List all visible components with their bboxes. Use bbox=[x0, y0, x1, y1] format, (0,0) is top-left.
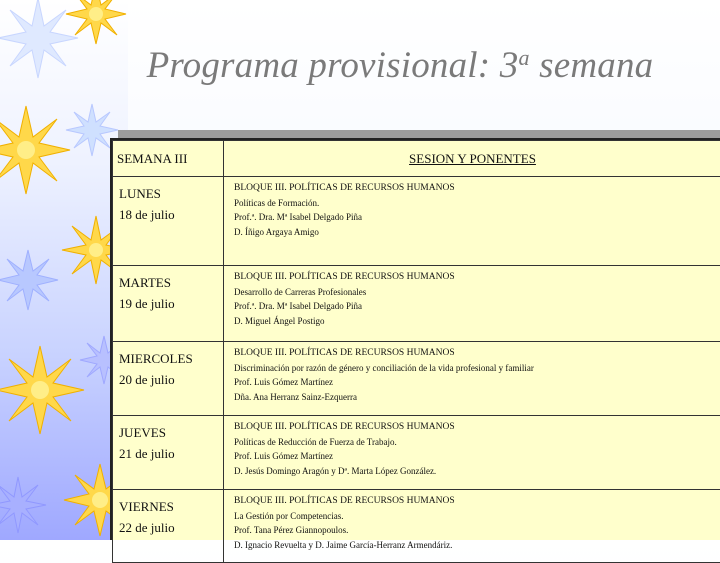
header-week: SEMANA III bbox=[113, 141, 224, 177]
session-line: D. Ignacio Revuelta y D. Jaime García-Herranz Armendáriz. bbox=[234, 538, 720, 553]
session-line: Prof.ª. Dra. Mª Isabel Delgado Piña bbox=[234, 299, 720, 314]
session-line: Prof. Luis Gómez Martínez bbox=[234, 375, 720, 390]
session-block: BLOQUE III. POLÍTICAS DE RECURSOS HUMANOS bbox=[234, 494, 720, 509]
day-date: 18 de julio bbox=[119, 204, 223, 225]
day-cell bbox=[113, 266, 224, 342]
day-cell bbox=[113, 416, 224, 490]
table-row bbox=[113, 266, 720, 342]
session-cell bbox=[224, 266, 720, 342]
session-line: Políticas de Reducción de Fuerza de Trabajo. bbox=[234, 435, 720, 450]
session-line: Dña. Ana Herranz Sainz-Ezquerra bbox=[234, 390, 720, 405]
sun-star-icon bbox=[0, 346, 84, 434]
day-date: 19 de julio bbox=[119, 293, 223, 314]
header-session: SESION Y PONENTES bbox=[224, 141, 720, 177]
session-block: BLOQUE III. POLÍTICAS DE RECURSOS HUMANOS bbox=[234, 346, 720, 361]
session-line: La Gestión por Competencias. bbox=[234, 509, 720, 524]
day-name: LUNES bbox=[119, 183, 223, 204]
session-cell bbox=[224, 416, 720, 490]
slide-title bbox=[0, 44, 720, 87]
session-line: D. Íñigo Argaya Amigo bbox=[234, 225, 720, 240]
session-line: Políticas de Formación. bbox=[234, 196, 720, 211]
table-row bbox=[113, 490, 720, 563]
session-block: BLOQUE III. POLÍTICAS DE RECURSOS HUMANOS bbox=[234, 270, 720, 285]
session-line: Prof.ª. Dra. Mª Isabel Delgado Piña bbox=[234, 210, 720, 225]
day-cell bbox=[113, 342, 224, 416]
session-line: Desarrollo de Carreras Profesionales bbox=[234, 285, 720, 300]
session-line: D. Jesús Domingo Aragón y Dª. Marta López González. bbox=[234, 464, 720, 479]
sun-star-icon bbox=[0, 250, 58, 310]
day-date: 20 de julio bbox=[119, 369, 223, 390]
day-name: VIERNES bbox=[119, 496, 223, 517]
session-cell bbox=[224, 490, 720, 563]
session-block: BLOQUE III. POLÍTICAS DE RECURSOS HUMANOS bbox=[234, 420, 720, 435]
day-date: 22 de julio bbox=[119, 517, 223, 538]
title-suffix: semana bbox=[530, 45, 654, 86]
sun-star-icon bbox=[0, 106, 70, 194]
table-row bbox=[113, 416, 720, 490]
session-cell bbox=[224, 177, 720, 266]
session-cell bbox=[224, 342, 720, 416]
table-row bbox=[113, 177, 720, 266]
day-name: JUEVES bbox=[119, 422, 223, 443]
session-line: Prof. Tana Pérez Giannopoulos. bbox=[234, 523, 720, 538]
day-name: MIERCOLES bbox=[119, 348, 223, 369]
title-superscript: a bbox=[518, 45, 529, 70]
day-date: 21 de julio bbox=[119, 443, 223, 464]
session-line: D. Miguel Ángel Postigo bbox=[234, 314, 720, 329]
day-cell bbox=[113, 177, 224, 266]
sun-star-icon bbox=[0, 477, 46, 533]
table-row bbox=[113, 342, 720, 416]
schedule-table bbox=[110, 138, 720, 540]
table-header-row bbox=[113, 141, 720, 177]
session-block: BLOQUE III. POLÍTICAS DE RECURSOS HUMANOS bbox=[234, 181, 720, 196]
day-name: MARTES bbox=[119, 272, 223, 293]
session-line: Prof. Luis Gómez Martínez bbox=[234, 449, 720, 464]
title-prefix: Programa provisional: 3 bbox=[147, 45, 519, 86]
day-cell bbox=[113, 490, 224, 563]
session-line: Discriminación por razón de género y conciliación de la vida profesional y familiar bbox=[234, 361, 720, 376]
